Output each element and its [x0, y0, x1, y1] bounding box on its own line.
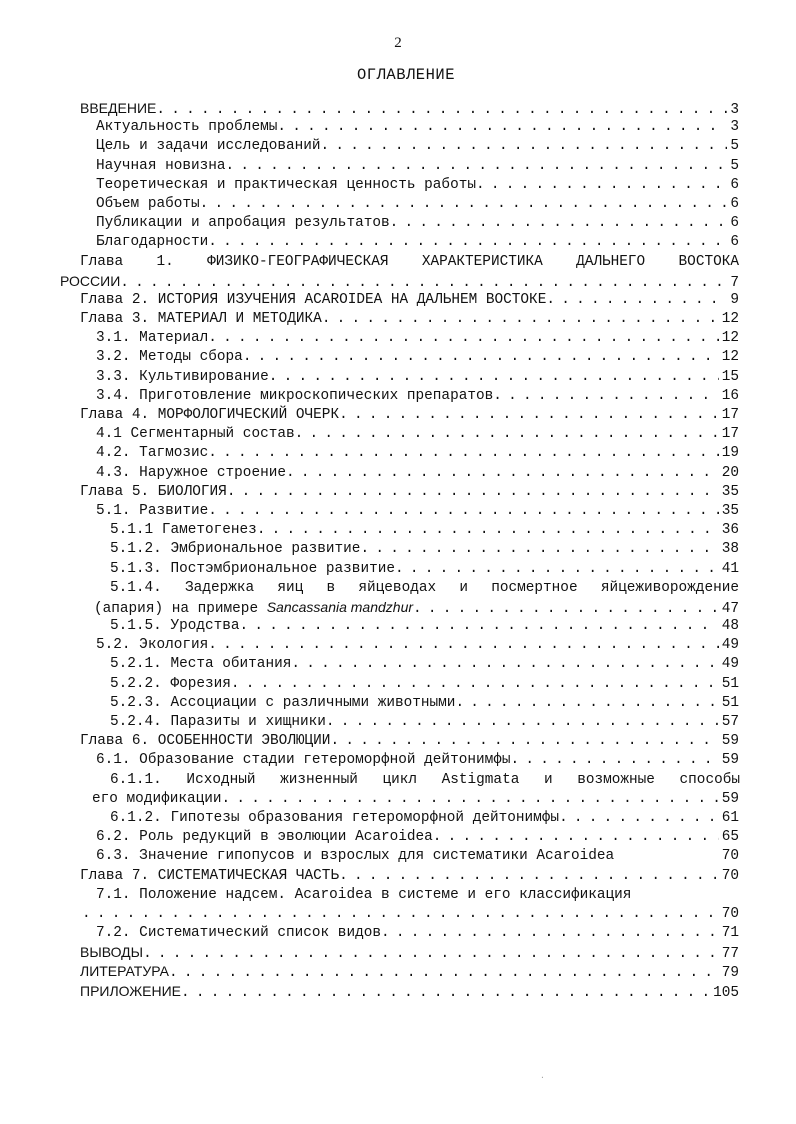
toc-entry-label: Актуальность проблемы [96, 119, 278, 136]
toc-entry-6-3 [0, 847, 796, 866]
toc-entry-chapter-4 [0, 406, 796, 425]
toc-entry-page: 49 [721, 656, 739, 673]
toc-entry-page: 9 [730, 291, 739, 308]
toc-entry-label: ЛИТЕРАТУРА [80, 963, 169, 980]
toc-entry-7-1-cont [0, 905, 796, 924]
toc-entry-page: 59 [721, 790, 739, 807]
toc-entry [0, 387, 796, 406]
toc-entry-label: его модификации [92, 790, 222, 807]
toc-entry [0, 118, 796, 137]
toc-entry-label: 3.1. Материал [96, 330, 209, 347]
toc-entry-page: 12 [721, 330, 739, 347]
toc-entry-label: Благодарности [96, 234, 209, 251]
toc-entry-label: (апария) на примере [94, 600, 267, 617]
toc-entry-page: 35 [721, 502, 739, 519]
toc-entry-6-1-2 [0, 809, 796, 828]
scan-speck: . [540, 1072, 545, 1081]
toc-entry [0, 655, 796, 674]
toc-entry-label: 6.1. Образование стадии гетероморфной дейтонимфы [96, 752, 511, 769]
toc-entry-label: 4.2. Тагмозис [96, 445, 209, 462]
toc-entry-chapter-3 [0, 310, 796, 329]
toc-entry [0, 694, 796, 713]
toc-entry-label: 5.1.5. Уродства [110, 618, 240, 635]
toc-entry-page: 20 [721, 464, 739, 481]
toc-entry [0, 157, 796, 176]
toc-entry-page: 48 [721, 618, 739, 635]
toc-entry-label: Глава 1. ФИЗИКО-ГЕОГРАФИЧЕСКАЯ ХАРАКТЕРИСТИКА ДАЛЬНЕГО ВОСТОКА [80, 253, 739, 270]
toc-entry-page: 79 [721, 965, 739, 982]
toc-entry-6-1-1-cont [0, 790, 796, 809]
toc-entry-page: 6 [730, 176, 739, 193]
end-items [0, 943, 796, 1001]
page-title: ОГЛАВЛЕНИЕ [356, 66, 455, 84]
toc-entry-page: 61 [721, 809, 739, 826]
toc-entry-page: 6 [730, 195, 739, 212]
toc-entry-label: 5.2. Экология [96, 637, 209, 654]
toc-entry-label: Глава 2. ИСТОРИЯ ИЗУЧЕНИЯ ACAROIDEA НА ДАЛЬНЕМ ВОСТОКЕ [80, 291, 547, 308]
toc-entry-label: 7.1. Положение надсем. Acaroidea в системе и его классификация [96, 886, 632, 903]
toc-entry-page: 105 [713, 984, 739, 1001]
toc-entry-label: 5.2.2. Форезия [110, 675, 231, 692]
toc-entry-label: 4.3. Наружное строение [96, 464, 286, 481]
toc-entry-page: 3 [730, 102, 739, 118]
toc-entry [0, 713, 796, 732]
toc-entry-label: 3.3. Культивирование [96, 368, 269, 385]
toc-entry-label: ВВЕДЕНИЕ [80, 100, 157, 116]
toc-entry-page: 7 [730, 274, 739, 291]
toc-entry-page: 19 [721, 445, 739, 462]
toc-entry-label: 3.4. Приготовление микроскопических препаратов [96, 387, 494, 404]
toc-entry-page: 59 [721, 733, 739, 750]
toc-entry-label: Теоретическая и практическая ценность работы [96, 176, 476, 193]
toc-entry-label: Публикации и апробация результатов [96, 215, 390, 232]
toc-entry-7-1 [0, 886, 796, 905]
toc-entry-chapter-7 [0, 867, 796, 886]
toc-entry-page: 51 [721, 675, 739, 692]
toc-entry-label: 6.1.2. Гипотезы образования гетероморфной дейтонимфы [110, 809, 560, 826]
toc-entry-label: Научная новизна [96, 157, 226, 174]
intro-items [0, 118, 796, 252]
toc-entry-7-2 [0, 924, 796, 943]
toc-entry-page: 59 [721, 752, 739, 769]
toc-entry-page: 5 [730, 138, 739, 155]
section-5-1-items [0, 521, 796, 579]
toc-entry-page: 57 [721, 714, 739, 730]
toc-entry [0, 137, 796, 156]
toc-entry-page: 70 [721, 905, 739, 922]
toc-entry-page: 77 [721, 946, 739, 963]
toc-entry-6-2 [0, 828, 796, 847]
toc-entry-page: 36 [721, 522, 739, 539]
toc-entry-page: 70 [721, 848, 739, 865]
toc-entry-page: 70 [721, 867, 739, 884]
toc-entry-page: 3 [730, 119, 739, 136]
toc-entry-label: Глава 6. ОСОБЕННОСТИ ЭВОЛЮЦИИ [80, 733, 331, 750]
toc-entry-page: 6 [730, 234, 739, 251]
toc-entry [0, 176, 796, 195]
toc-entry-page: 6 [730, 215, 739, 232]
toc-entry-5-2 [0, 636, 796, 655]
toc-entry-label: Цель и задачи исследований [96, 138, 321, 155]
toc-entry-label: 3.2. Методы сбора [96, 349, 243, 366]
toc-entry-chapter-1-cont [0, 272, 796, 291]
toc-entry-intro [0, 99, 796, 118]
toc-entry [0, 214, 796, 233]
toc-entry-label: 4.1 Сегментарный состав [96, 426, 295, 443]
toc-entry-page: 17 [721, 426, 739, 443]
toc-entry-page: 35 [721, 483, 739, 500]
page-number: 2 [394, 35, 402, 51]
toc-entry [0, 982, 796, 1001]
table-of-contents [0, 99, 796, 1001]
toc-entry-label: 7.2. Систематический список видов [96, 925, 381, 942]
toc-entry-label: 6.3. Значение гипопусов и взрослых для систематики Acaroidea [96, 848, 615, 865]
toc-entry-chapter-5 [0, 483, 796, 502]
toc-entry-label: Глава 3. МАТЕРИАЛ И МЕТОДИКА [80, 311, 322, 328]
species-name: Sancassania mandzhur [266, 598, 414, 615]
toc-entry-label: Глава 5. БИОЛОГИЯ [80, 483, 227, 500]
toc-entry-label: Объем работы [96, 195, 200, 212]
toc-entry-page: 47 [721, 600, 739, 617]
toc-entry-5-1 [0, 502, 796, 521]
toc-entry-page: 17 [721, 407, 739, 423]
toc-entry-5-1-4 [0, 579, 796, 598]
toc-entry [0, 195, 796, 214]
toc-entry-label: Глава 7. СИСТЕМАТИЧЕСКАЯ ЧАСТЬ [80, 867, 340, 884]
toc-entry-page: 16 [721, 387, 739, 404]
toc-entry [0, 444, 796, 463]
toc-entry [0, 368, 796, 387]
toc-entry-label: 5.1.1 Гаметогенез [110, 522, 257, 539]
toc-entry-page: 41 [721, 560, 739, 577]
toc-entry-page: 51 [721, 694, 739, 711]
toc-entry [0, 540, 796, 559]
toc-entry-chapter-6 [0, 732, 796, 751]
toc-entry-label: 5.1.4. Задержка яиц в яйцеводах и посмертное яйцеживорождение [110, 579, 739, 596]
toc-entry-label: ВЫВОДЫ [80, 944, 144, 961]
toc-entry-label: 5.1.3. Постэмбриональное развитие [110, 560, 395, 577]
chapter-4-items [0, 425, 796, 483]
toc-entry-page: 65 [721, 829, 739, 846]
toc-entry-label: РОССИИ [60, 272, 121, 289]
toc-entry-5-1-4-cont [0, 598, 796, 617]
toc-entry [0, 425, 796, 444]
toc-entry-chapter-2 [0, 291, 796, 310]
toc-entry [0, 464, 796, 483]
toc-entry-page: 38 [721, 541, 739, 558]
toc-entry-page: 71 [721, 925, 739, 942]
toc-entry-label: ПРИЛОЖЕНИЕ [80, 982, 182, 999]
toc-entry [0, 675, 796, 694]
toc-entry [0, 521, 796, 540]
toc-entry-label: 6.1.1. Исходный жизненный цикл Astigmata и возможные способы [110, 771, 740, 788]
toc-entry-page: 15 [721, 368, 739, 385]
toc-entry [0, 962, 796, 981]
toc-entry-chapter-1 [0, 253, 796, 272]
toc-entry-page: 49 [721, 637, 739, 654]
toc-entry-page: 12 [721, 311, 739, 328]
toc-entry-page: 12 [721, 349, 739, 366]
toc-entry [0, 233, 796, 252]
toc-entry-label: 5.2.3. Ассоциации с различными животными [110, 694, 456, 711]
toc-entry-6-1 [0, 751, 796, 770]
toc-entry-label: 5.1.2. Эмбриональное развитие [110, 541, 361, 558]
toc-entry-6-1-1 [0, 771, 796, 790]
toc-entry-label: 5.1. Развитие [96, 502, 209, 519]
toc-entry-label: 5.2.1. Места обитания [110, 656, 292, 673]
chapter-3-items [0, 329, 796, 406]
toc-entry-page: 5 [730, 157, 739, 174]
toc-entry [0, 348, 796, 367]
toc-entry [0, 943, 796, 962]
section-5-2-items [0, 655, 796, 732]
toc-entry-label: Глава 4. МОРФОЛОГИЧЕСКИЙ ОЧЕРК [80, 407, 340, 423]
toc-entry-5-1-5 [0, 617, 796, 636]
toc-entry-label: 6.2. Роль редукций в эволюции Acaroidea [96, 829, 433, 846]
toc-entry [0, 560, 796, 579]
toc-entry [0, 329, 796, 348]
toc-entry-label: 5.2.4. Паразиты и хищники [110, 714, 326, 730]
